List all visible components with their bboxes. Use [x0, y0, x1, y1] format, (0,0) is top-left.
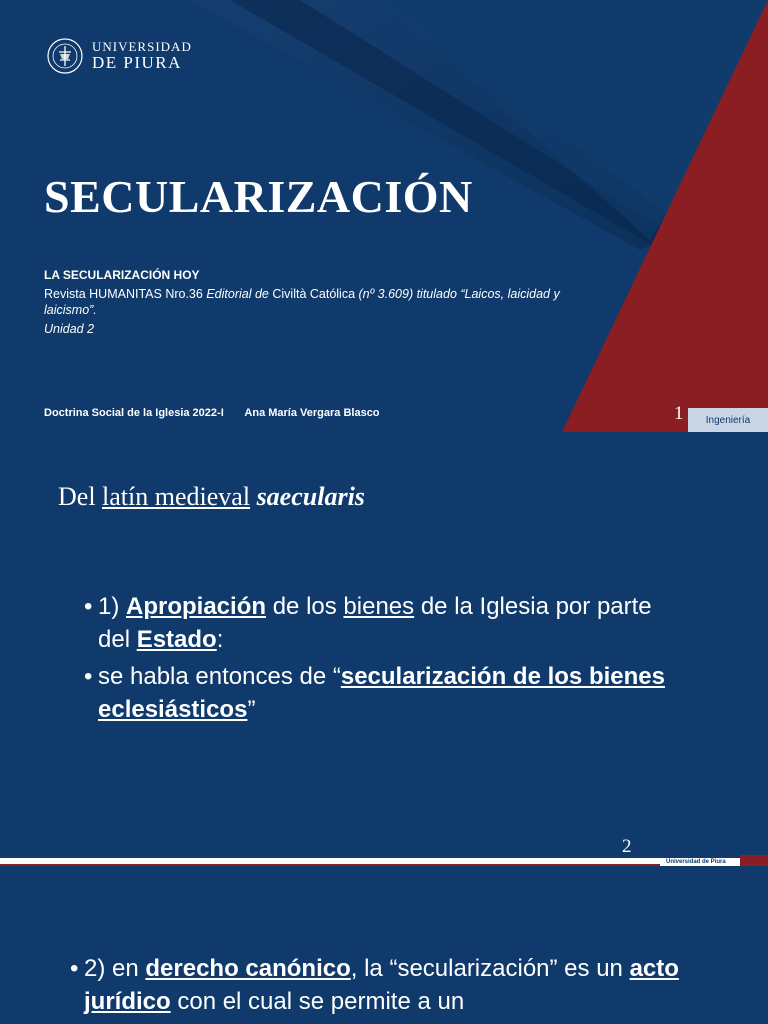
footer-university-label: Universidad de Piura [660, 858, 768, 866]
course-name: Doctrina Social de la Iglesia 2022-I [44, 407, 224, 419]
heading-part-1: Del [58, 482, 96, 511]
author-name: Ana María Vergara Blasco [244, 407, 380, 419]
reference-text [44, 286, 604, 318]
unit-label: Unidad 2 [44, 322, 95, 336]
faculty-badge: Ingeniería [688, 408, 768, 432]
term-acto-juridico: acto jurídico [84, 955, 679, 1015]
term-secularizacion-bienes: secularización de los bienes eclesiásticos [98, 663, 665, 723]
page-number: 1 [674, 403, 684, 424]
heading-part-3: saecularis [256, 482, 365, 511]
footer-red-mark [740, 855, 768, 866]
bullet-list [84, 590, 684, 730]
heading-part-2: latín medieval [102, 482, 251, 511]
term-apropiacion: Apropiación [126, 593, 267, 620]
term-derecho-canonico: derecho canónico [145, 955, 351, 982]
reference-editorial: Editorial de [206, 287, 269, 301]
title-slide [0, 0, 768, 432]
content-slide-2 [0, 432, 768, 858]
reference-journal: Revista HUMANITAS Nro.36 [44, 287, 203, 301]
page-number: 2 [622, 836, 632, 857]
reference-source: Civiltà Católica [272, 287, 356, 301]
bullet-paragraph: • 2) en derecho canónico, la “secularización” es un acto jurídico con el cual se permite a un [70, 955, 679, 1015]
reference-title: (nº 3.609) titulado “Laicos, laicidad y laicismo”. [44, 287, 560, 317]
term-bienes: bienes [343, 593, 415, 620]
university-logo [46, 34, 192, 78]
logo-line-2: DE PIURA [92, 52, 182, 72]
slide-footer [44, 407, 398, 419]
slide-heading [58, 482, 365, 512]
term-estado: Estado [136, 626, 217, 653]
list-item: • 1) Apropiación de los bienes de la Iglesia por parte del Estado: [84, 590, 684, 656]
university-seal-icon [46, 34, 84, 78]
list-item: • se habla entonces de “secularización de los bienes eclesiásticos” [84, 660, 684, 726]
subtitle: LA SECULARIZACIÓN HOY [44, 268, 200, 282]
slide-divider [0, 858, 768, 866]
content-slide-3 [0, 866, 768, 1024]
logo-line-1: UNIVERSIDAD [92, 39, 192, 55]
slide-title: SECULARIZACIÓN [44, 171, 473, 222]
